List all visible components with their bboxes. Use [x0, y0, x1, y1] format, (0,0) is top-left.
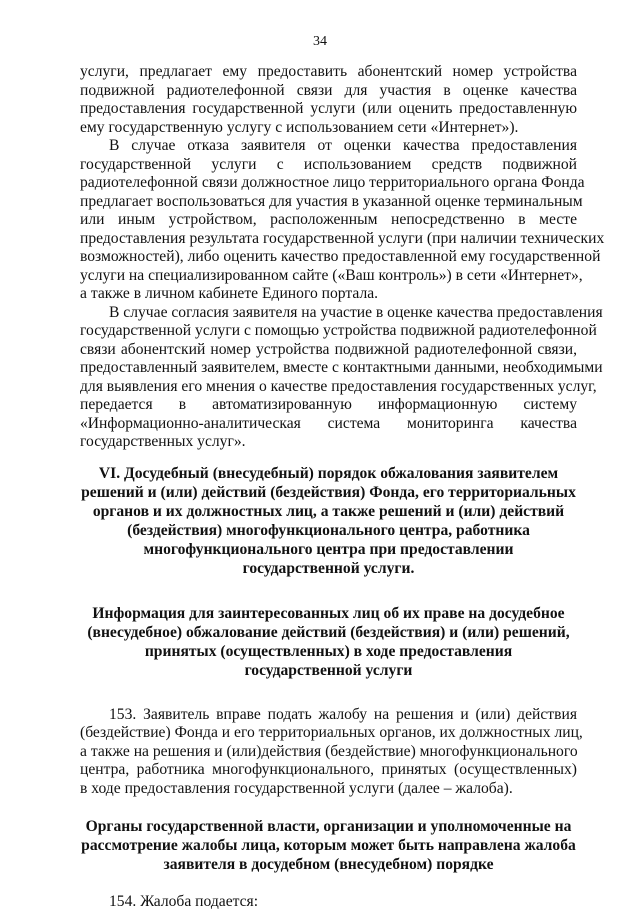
text-line: предоставления результата государственной услуги (при наличии технических: [80, 229, 605, 247]
text-line: ему государственную услугу с использованием сети «Интернет»).: [80, 118, 519, 136]
heading-line: государственной услуги: [244, 661, 413, 679]
text-line: в ходе предоставления государственной услуги (далее – жалоба).: [80, 779, 513, 797]
heading-line: Органы государственной власти, организации и уполномоченные на: [85, 818, 572, 835]
heading-line: органов и их должностных лиц, а также решений и (или) действий: [92, 502, 565, 520]
text-line: государственной услуги с помощью устройства подвижной радиотелефонной: [80, 322, 597, 339]
text-line: услуги на специализированном сайте («Ваш контроль») в сети «Интернет»,: [80, 266, 583, 284]
paragraph-refusal: [80, 137, 605, 304]
text-line: государственных услуг».: [80, 433, 246, 450]
heading-line: рассмотрение жалобы лица, которым может быть направлена жалоба: [81, 837, 576, 854]
text-line: предоставления государственной услуги (или оценить предоставленную: [80, 100, 577, 117]
text-line: государственной услуги с использованием средств подвижной: [80, 155, 577, 173]
paragraph-consent: [80, 303, 603, 452]
text-line: В случае согласия заявителя на участие в оценке качества предоставления: [109, 303, 603, 321]
text-line: а также на решения и (или)действия (бездействие) многофункционального: [80, 742, 578, 760]
heading-line: (бездействия) многофункционального центра, работника: [127, 521, 530, 539]
heading-line: многофункционального центра при предоставлении: [143, 540, 514, 558]
section-title: [80, 464, 577, 578]
text-line: предлагает воспользоваться для участия в указанной оценке терминальным: [80, 192, 583, 210]
spacer: [80, 680, 577, 706]
spacer: [80, 452, 577, 464]
spacer: [80, 798, 577, 817]
paragraph-continued: [80, 63, 577, 137]
heading-line: принятых (осуществленных) в ходе предоставления: [144, 642, 513, 660]
heading-line: государственной услуги.: [242, 559, 415, 577]
text-line: (бездействие) Фонда и его территориальных органов, их должностных лиц,: [80, 724, 583, 741]
subheading-information: [80, 604, 577, 680]
spacer: [80, 578, 577, 604]
heading-line: решений и (или) действий (бездействия) Фонда, его территориальных: [81, 483, 576, 501]
text-line: В случае отказа заявителя от оценки качества предоставления: [109, 137, 577, 154]
text-line: 153. Заявитель вправе подать жалобу на решения и (или) действия: [109, 705, 577, 723]
text-line: услуги, предлагает ему предоставить абонентский номер устройства: [80, 63, 577, 80]
paragraph-154: [80, 893, 577, 912]
text-line: центра, работника многофункционального, принятых (осуществленных): [80, 761, 577, 778]
subheading-organs: [80, 817, 577, 874]
text-line: подвижной радиотелефонной связи для участия в оценке качества: [80, 81, 577, 99]
page-content: [80, 63, 605, 912]
paragraph-153: [80, 705, 583, 799]
heading-line: заявителя в досудебном (внесудебном) порядке: [163, 856, 494, 873]
text-line: связи абонентский номер устройства подвижной радиотелефонной связи,: [80, 340, 577, 358]
heading-line: Информация для заинтересованных лиц об их праве на досудебное: [92, 604, 565, 622]
text-line: а также в личном кабинете Единого портала.: [80, 285, 379, 302]
text-line: «Информационно-аналитическая система мониторинга качества: [80, 414, 577, 432]
heading-line: VI. Досудебный (внесудебный) порядок обжалования заявителем: [98, 464, 559, 482]
text-line: или иным устройством, расположенным непосредственно в месте: [80, 211, 577, 228]
text-line: передается в автоматизированную информационную систему: [80, 396, 577, 413]
text-line: для выявления его мнения о качестве предоставления государственных услуг,: [80, 377, 597, 395]
heading-line: (внесудебное) обжалование действий (бездействия) и (или) решений,: [87, 623, 570, 641]
page-number: 34: [313, 34, 327, 49]
text-line: возможностей), либо оценить качество предоставленной ему государственной: [80, 248, 601, 265]
text-line: радиотелефонной связи должностное лицо территориального органа Фонда: [80, 174, 585, 191]
text-line: 154. Жалоба подается:: [109, 893, 259, 910]
spacer: [80, 874, 577, 893]
text-line: предоставленный заявителем, вместе с контактными данными, необходимыми: [80, 359, 603, 376]
